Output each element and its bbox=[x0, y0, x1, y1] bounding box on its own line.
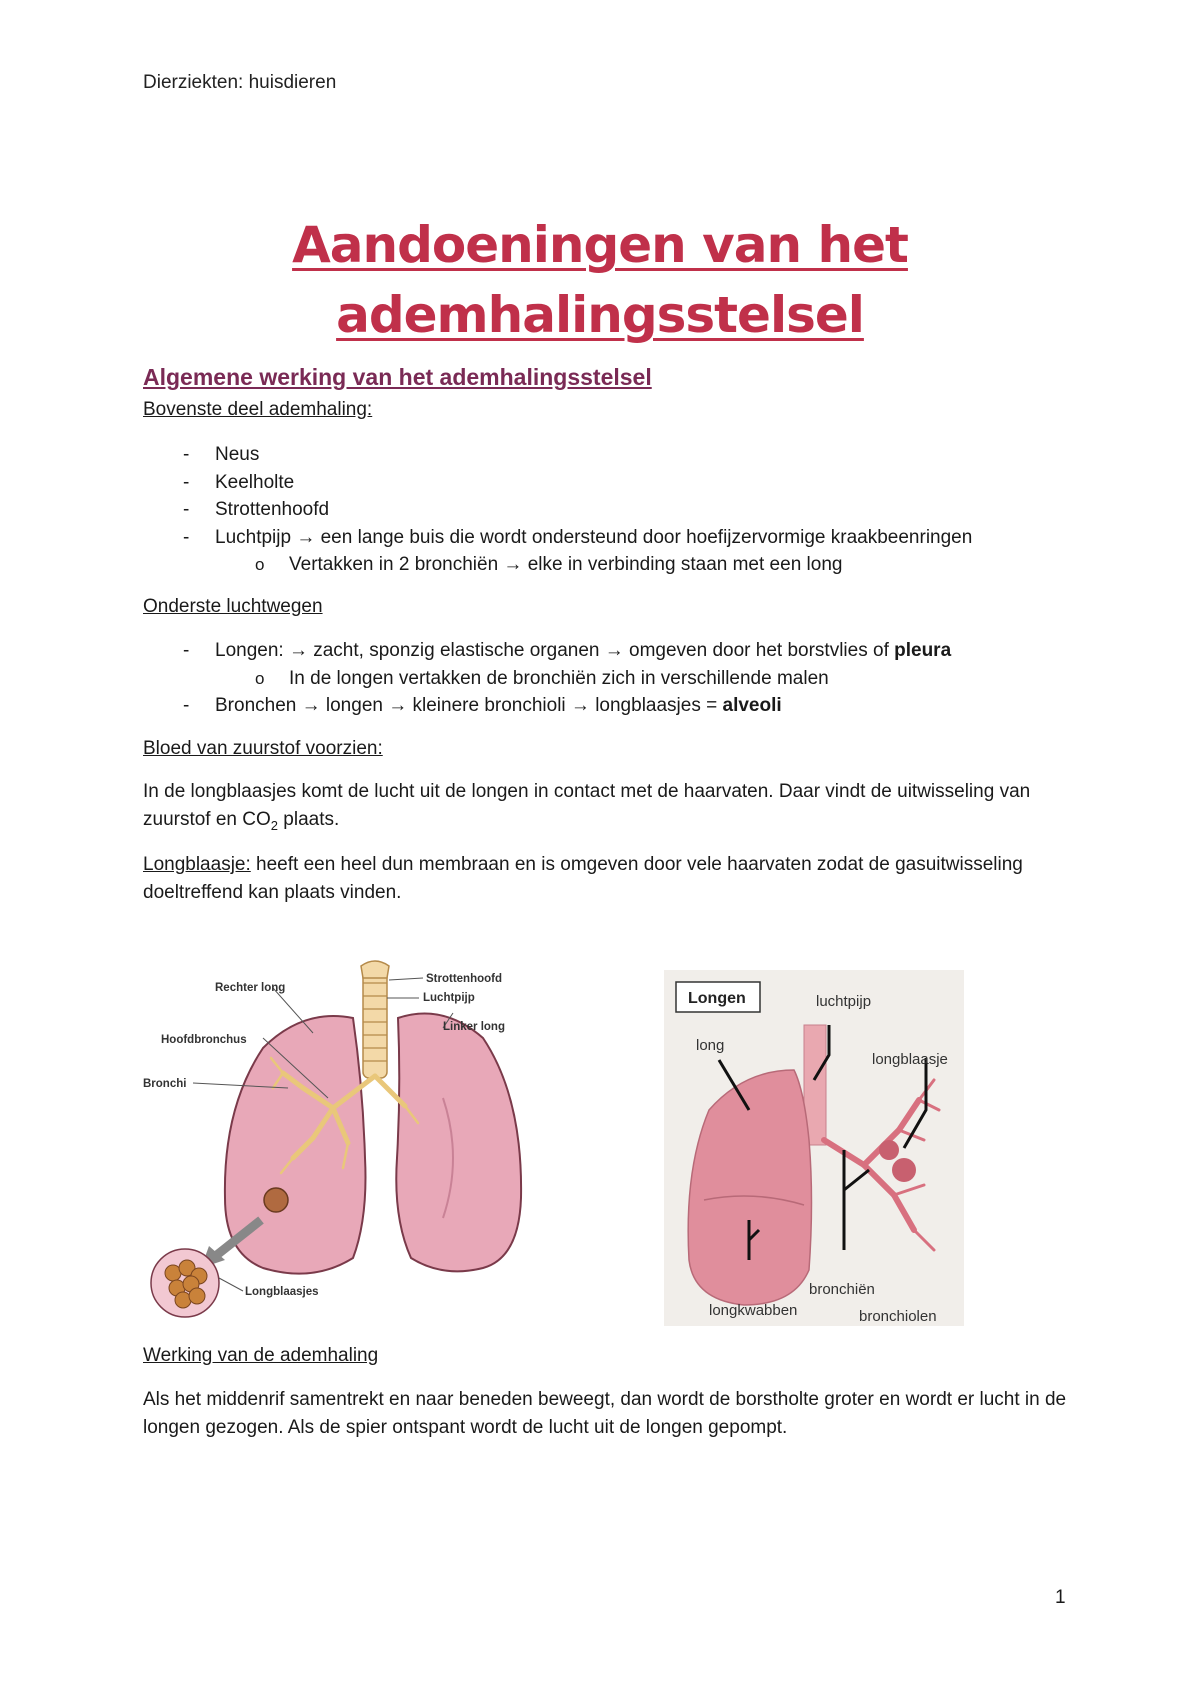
blood-oxygen-paragraph: In de longblaasjes komt de lucht uit de longen in contact met de haarvaten. Daar vindt de uitwisseling van zuurstof en $CO_2$ plaats. bbox=[143, 781, 1031, 833]
label-left-lung: Linker long bbox=[443, 1021, 505, 1033]
label-alveoli: Longblaasjes bbox=[245, 1286, 319, 1298]
label-larynx: Strottenhoofd bbox=[426, 973, 503, 985]
label-alveolus: longblaasje bbox=[872, 1051, 948, 1068]
label-bronchi: Bronchi bbox=[143, 1078, 187, 1090]
lower-airways-heading: Onderste luchtwegen bbox=[143, 596, 323, 617]
label-lung: long bbox=[696, 1037, 725, 1054]
alveolus-term: Longblaasje: bbox=[143, 854, 251, 875]
document-title-line-2: ademhalingsstelsel bbox=[336, 286, 864, 344]
page-number: 1 bbox=[1055, 1587, 1066, 1608]
label-bronchi: bronchiën bbox=[809, 1281, 875, 1298]
document-title-line-1: Aandoeningen van het bbox=[292, 216, 908, 274]
document-title bbox=[0, 210, 1200, 350]
lungs-labeled-figure bbox=[664, 970, 964, 1326]
running-header: Dierziekten: huisdieren bbox=[143, 72, 337, 93]
pleura-term: pleura bbox=[894, 640, 952, 661]
label-figure-title: Longen bbox=[688, 990, 746, 1007]
upper-airways-heading: Bovenste deel ademhaling: bbox=[143, 399, 373, 420]
breathing-heading: Werking van de ademhaling bbox=[143, 1345, 379, 1366]
label-right-lung: Rechter long bbox=[215, 982, 286, 994]
label-trachea: luchtpijp bbox=[816, 993, 872, 1010]
alveoli-term: alveoli bbox=[722, 695, 782, 716]
blood-oxygen-heading: Bloed van zuurstof voorzien: bbox=[143, 738, 383, 759]
section-heading: Algemene werking van het ademhalingsstelsel bbox=[143, 364, 652, 390]
alveolus-paragraph: Longblaasje: heeft een heel dun membraan en is omgeven door vele haarvaten zodat de gasuitwisseling doeltreffend kan plaats vinden. bbox=[143, 854, 1023, 903]
lung-anatomy-figure bbox=[143, 958, 573, 1318]
breathing-paragraph: Als het middenrif samentrekt en naar beneden beweegt, dan wordt de borstholte groter en wordt er lucht in de longen gezogen. Als de spier ontspant wordt de lucht uit de longen gepompt. bbox=[143, 1389, 1067, 1438]
label-main-bronchus: Hoofdbronchus bbox=[161, 1034, 247, 1046]
label-bronchioles: bronchiolen bbox=[859, 1308, 937, 1325]
label-trachea: Luchtpijp bbox=[423, 992, 475, 1004]
label-lobes: longkwabben bbox=[709, 1302, 798, 1319]
